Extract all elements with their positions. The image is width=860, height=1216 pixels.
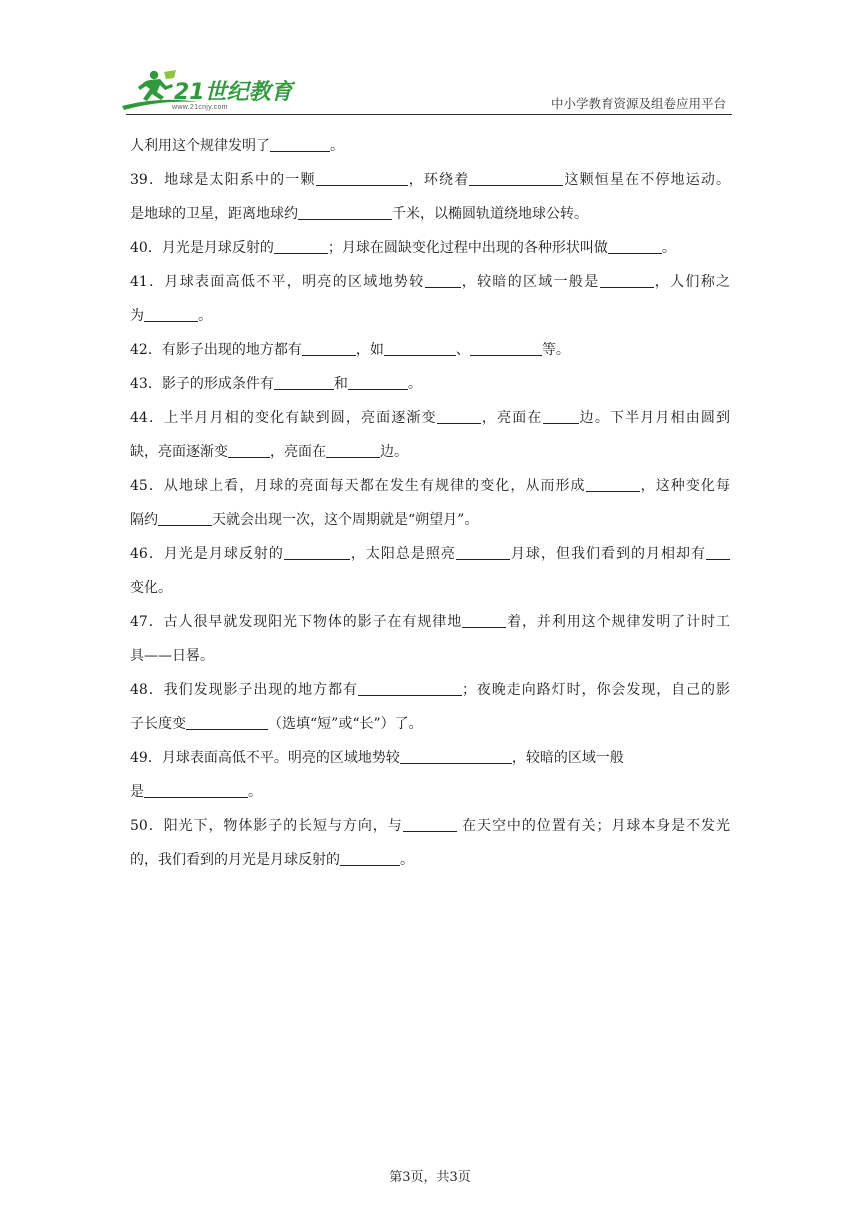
line-text: 天就会出现一次，这个周期就是“朔望月”。 [212,512,479,528]
line-text: 43．影子的形成条件有 [130,376,274,392]
answer-blank[interactable] [437,409,481,424]
line-text: 。 [198,308,212,324]
line-text: 。 [661,240,676,256]
answer-blank[interactable] [302,341,356,356]
line-text: ，人们称之 [653,274,730,290]
text-line [130,408,730,428]
answer-blank[interactable] [608,239,662,254]
text-line [130,714,423,734]
line-text: ；夜晚走向路灯时，你会发现，自己的影 [461,682,730,698]
text-line [130,340,570,360]
text-line [130,238,676,258]
line-text: 和 [333,376,348,392]
line-text: 缺，亮面逐渐变 [130,444,228,460]
page-footer: 第3页，共3页 [389,1170,471,1185]
answer-blank[interactable] [158,511,212,526]
text-line [130,442,408,462]
answer-blank[interactable] [403,817,457,832]
text-line [130,136,344,156]
line-text: ；月球在圆缺变化过程中出现的各种形状叫做 [327,240,608,256]
line-text: 为 [130,308,144,324]
line-text: 隔约 [130,512,158,528]
line-text: 44．上半月月相的变化有缺到圆，亮面逐渐变 [130,410,437,426]
line-text: ，太阳总是照亮 [349,546,456,562]
text-line [130,544,730,564]
answer-blank[interactable] [326,443,380,458]
line-text: 42．有影子出现的地方都有 [130,342,302,358]
text-line [130,510,478,530]
line-text: 40．月光是月球反射的 [130,240,274,256]
line-text: 子长度变 [130,716,186,732]
line-text: 50．阳光下，物体影子的长短与方向，与 [130,818,403,834]
answer-blank[interactable] [274,239,328,254]
answer-blank[interactable] [228,443,270,458]
answer-blank[interactable] [706,545,730,560]
line-text: 是 [130,784,144,800]
line-text: 49．月球表面高低不平。明亮的区域地势较 [130,750,400,766]
line-text: 46．月光是月球反射的 [130,546,284,562]
text-line [130,646,214,666]
svg-text:21世纪教育: 21世纪教育 [174,80,293,105]
line-text: 。 [400,852,414,868]
line-text: ，较暗的区域一般 [511,750,624,766]
text-line [130,476,730,496]
answer-blank[interactable] [340,851,400,866]
text-line [130,680,730,700]
answer-blank[interactable] [543,409,579,424]
line-text: 边。 [380,444,408,460]
line-text: 人利用这个规律发明了 [130,138,270,154]
line-text: 变化。 [130,580,172,596]
line-text: 在天空中的位置有关；月球本身是不发光 [456,818,730,834]
line-text: 的，我们看到的月光是月球反射的 [130,852,340,868]
line-text: 着，并利用这个规律发明了计时工 [506,614,730,630]
line-text: ，亮面在 [270,444,326,460]
answer-blank[interactable] [462,613,506,628]
line-text: 这颗恒星在不停地运动。 [563,172,730,188]
answer-blank[interactable] [400,749,512,764]
line-text: 千米，以椭圆轨道绕地球公转。 [392,206,588,222]
line-text: 48．我们发现影子出现的地方都有 [130,682,358,698]
answer-blank[interactable] [144,783,248,798]
site-logo [120,66,295,114]
text-line [130,748,624,768]
text-line [130,306,212,326]
line-text: ，亮面在 [480,410,543,426]
line-text: 月球，但我们看到的月相却有 [509,546,706,562]
line-text: 是地球的卫星，距离地球约 [130,206,298,222]
answer-blank[interactable] [384,341,456,356]
answer-blank[interactable] [348,375,408,390]
answer-blank[interactable] [270,137,330,152]
platform-title: 中小学教育资源及组卷应用平台 [550,96,726,111]
line-text: 具——日晷。 [130,648,214,664]
answer-blank[interactable] [298,205,392,220]
answer-blank[interactable] [600,273,654,288]
text-line [130,170,730,190]
line-text: 、 [455,342,470,358]
line-text: ，环绕着 [407,172,470,188]
answer-blank[interactable] [469,171,563,186]
line-text: 47．古人很早就发现阳光下物体的影子在有规律地 [130,614,463,630]
line-text: ，较暗的区域一般是 [460,274,600,290]
line-text: 等。 [541,342,570,358]
line-text: ，如 [355,342,384,358]
text-line [130,272,730,292]
line-text: 41．月球表面高低不平，明亮的区域地势较 [130,274,425,290]
text-line [130,816,730,836]
line-text: 边。下半月月相由圆到 [578,410,731,426]
text-line [130,578,172,598]
logo-url: www.21cnjy.com [172,104,228,111]
answer-blank[interactable] [358,681,462,696]
answer-blank[interactable] [274,375,334,390]
line-text: ，这种变化每 [639,478,730,494]
answer-blank[interactable] [316,171,408,186]
answer-blank[interactable] [284,545,350,560]
answer-blank[interactable] [456,545,510,560]
line-text: 。 [248,784,262,800]
line-text: （选填“短”或“长”）了。 [268,716,423,732]
text-line [130,850,414,870]
text-line [130,782,262,802]
page-header [0,0,860,120]
text-line [130,612,730,632]
line-text: 。 [330,138,344,154]
answer-blank[interactable] [144,307,198,322]
text-line [130,204,588,224]
answer-blank[interactable] [470,341,542,356]
answer-blank[interactable] [186,715,268,730]
answer-blank[interactable] [425,273,461,288]
line-text: 39．地球是太阳系中的一颗 [130,172,316,188]
answer-blank[interactable] [586,477,640,492]
line-text: 。 [407,376,422,392]
line-text: 45．从地球上看，月球的亮面每天都在发生有规律的变化，从而形成 [130,478,586,494]
header-divider [126,114,732,115]
text-line [130,374,422,394]
